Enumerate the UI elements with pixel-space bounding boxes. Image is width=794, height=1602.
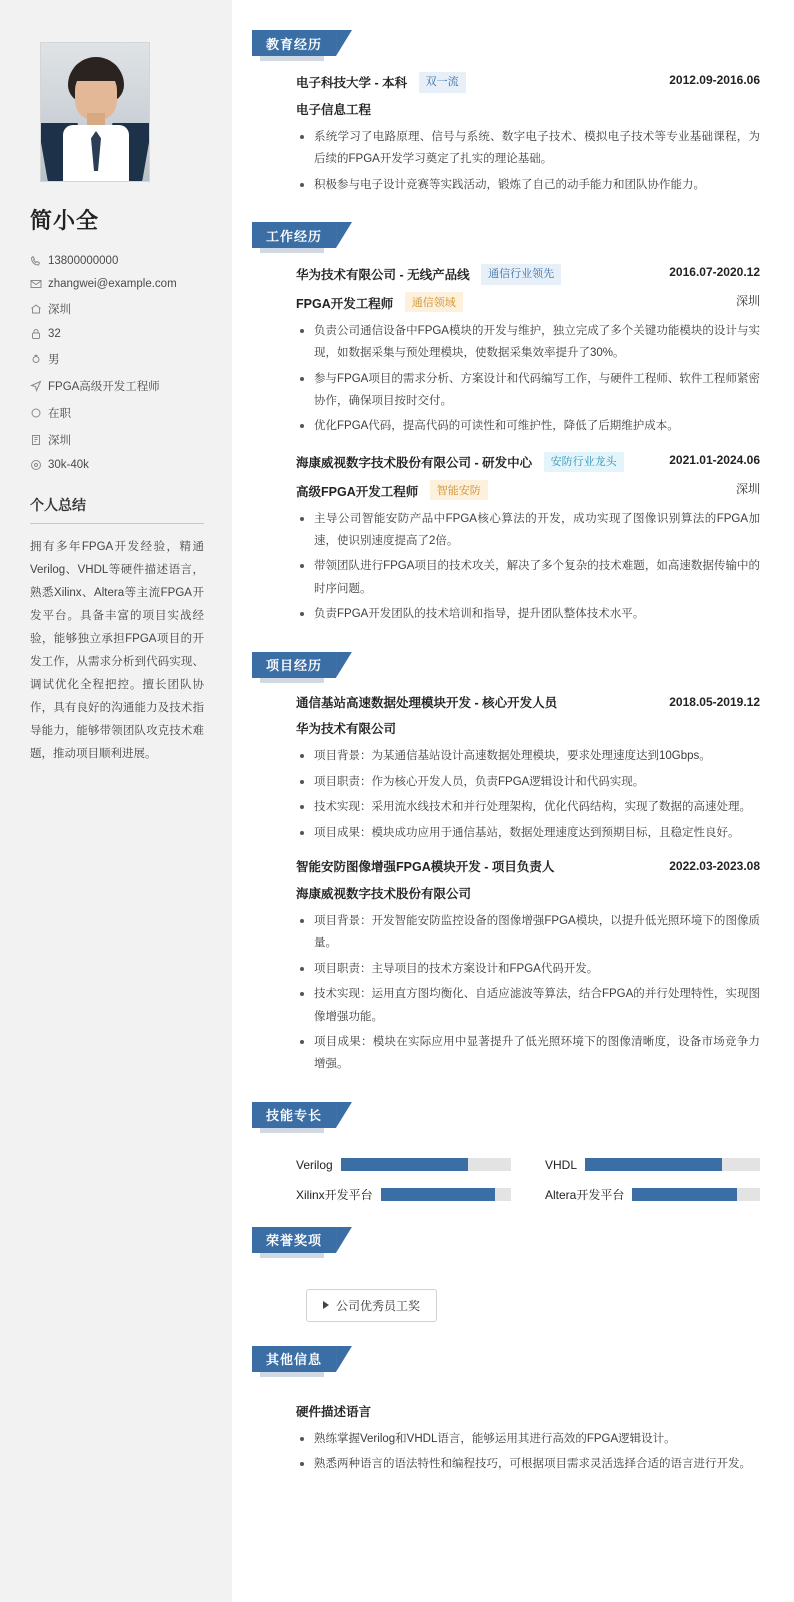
main-content: [232, 0, 794, 1602]
list-item: 负责公司通信设备中FPGA模块的开发与维护，独立完成了多个关键功能模块的设计与实现，如数据采集与预处理模块，使数据采集效率提升了30%。: [296, 320, 760, 365]
section-body-projects: [252, 694, 766, 1076]
contact-email: [30, 278, 204, 290]
band-tail: [336, 652, 352, 678]
section-header-other: [252, 1346, 766, 1372]
work-entry: [296, 452, 760, 626]
skill-bar: [341, 1158, 511, 1171]
education-school-label: 电子科技大学 - 本科: [296, 76, 408, 90]
list-item: 项目职责：作为核心开发人员，负责FPGA逻辑设计和代码实现。: [296, 771, 760, 793]
list-item: 项目成果：模块成功应用于通信基站，数据处理速度达到预期目标，且稳定性良好。: [296, 822, 760, 844]
home-icon: [30, 303, 48, 315]
summary-title: 个人总结: [30, 497, 86, 513]
contact-list: [30, 255, 204, 471]
skill-item: [296, 1186, 511, 1203]
skill-label: Xilinx开发平台: [296, 1187, 373, 1202]
band-tail: [336, 222, 352, 248]
work-role-label: FPGA开发工程师: [296, 296, 394, 311]
work-bullets: [296, 508, 760, 626]
section-header-projects: [252, 652, 766, 678]
education-bullets: [296, 126, 760, 196]
list-item: 熟练掌握Verilog和VHDL语言，能够运用其进行高效的FPGA逻辑设计。: [296, 1428, 760, 1450]
section-title-other: 其他信息: [252, 1346, 336, 1372]
work-date: 2021.01-2024.06: [669, 452, 760, 467]
play-triangle-icon: [323, 1301, 329, 1309]
list-item: 主导公司智能安防产品中FPGA核心算法的开发，成功实现了图像识别算法的FPGA加速，使识别速度提高了2倍。: [296, 508, 760, 553]
list-item: 技术实现：采用流水线技术和并行处理架构，优化代码结构，实现了数据的高速处理。: [296, 796, 760, 818]
section-title-honors: 荣誉奖项: [252, 1227, 336, 1253]
divider: [30, 523, 204, 524]
list-item: 负责FPGA开发团队的技术培训和指导，提升团队整体技术水平。: [296, 603, 760, 625]
contact-location-value: 深圳: [48, 435, 71, 447]
list-item: 系统学习了电路原理、信号与系统、数字电子技术、模拟电子技术等专业基础课程，为后续的FPGA开发学习奠定了扎实的理论基础。: [296, 126, 760, 171]
section-header-education: [252, 30, 766, 56]
position-icon: [30, 380, 48, 392]
sidebar: [0, 0, 232, 1602]
contact-status: [30, 405, 204, 421]
section-title-education: 教育经历: [252, 30, 336, 56]
salary-icon: [30, 459, 48, 471]
work-tag: 安防行业龙头: [544, 452, 624, 473]
skill-label: Altera开发平台: [545, 1187, 625, 1202]
skill-bar: [585, 1158, 760, 1171]
contact-gender: [30, 351, 204, 367]
section-header-honors: [252, 1227, 766, 1253]
band-shadow: [260, 1253, 324, 1258]
contact-location: [30, 432, 204, 448]
section-title-projects: 项目经历: [252, 652, 336, 678]
project-bullets: [296, 910, 760, 1076]
skill-bar: [381, 1188, 511, 1201]
work-role-tag: 智能安防: [430, 480, 488, 500]
section-body-education: [252, 72, 766, 196]
education-school: [296, 72, 466, 93]
project-entry: [296, 858, 760, 1076]
work-role-tag: 通信领域: [405, 292, 463, 312]
contact-position-value: FPGA高级开发工程师: [48, 381, 160, 393]
work-date: 2016.07-2020.12: [669, 265, 760, 280]
work-city: 深圳: [735, 481, 760, 496]
skill-label: Verilog: [296, 1157, 333, 1172]
list-item: 积极参与电子设计竞赛等实践活动，锻炼了自己的动手能力和团队协作能力。: [296, 174, 760, 196]
list-item: 优化FPGA代码，提高代码的可读性和可维护性，降低了后期维护成本。: [296, 415, 760, 437]
band-shadow: [260, 1372, 324, 1377]
contact-status-value: 在职: [48, 408, 71, 420]
skill-item: [296, 1158, 511, 1172]
education-tag: 双一流: [419, 72, 466, 93]
status-icon: [30, 407, 48, 419]
project-company: 海康威视数字技术股份有限公司: [296, 886, 472, 901]
work-company-label: 华为技术有限公司 - 无线产品线: [296, 268, 470, 283]
contact-gender-value: 男: [48, 354, 60, 366]
list-item: 项目职责：主导项目的技术方案设计和FPGA代码开发。: [296, 958, 760, 980]
work-tag: 通信行业领先: [481, 264, 561, 285]
project-title: 智能安防图像增强FPGA模块开发 - 项目负责人: [296, 860, 555, 875]
skill-item: [545, 1186, 760, 1203]
contact-phone-value: 13800000000: [48, 255, 119, 267]
section-title-skills: 技能专长: [252, 1102, 336, 1128]
contact-hometown: [30, 301, 204, 317]
contact-position: [30, 378, 204, 394]
education-entry: [296, 72, 760, 196]
band-shadow: [260, 248, 324, 253]
section-body-work: [252, 264, 766, 626]
list-item: 项目背景：开发智能安防监控设备的图像增强FPGA模块，以提升低光照环境下的图像质量。: [296, 910, 760, 955]
list-item: 项目成果：模块在实际应用中显著提升了低光照环境下的图像清晰度，设备市场竞争力增强。: [296, 1031, 760, 1076]
skill-bar: [632, 1188, 760, 1201]
contact-salary-value: 30k-40k: [48, 459, 89, 471]
work-city: 深圳: [735, 293, 760, 308]
work-entry: [296, 264, 760, 438]
skill-bar-fill: [585, 1158, 721, 1171]
avatar: [40, 42, 150, 182]
list-item: 带领团队进行FPGA项目的技术攻关，解决了多个复杂的技术难题，如高速数据传输中的时序问题。: [296, 555, 760, 600]
honor-item[interactable]: [306, 1289, 437, 1322]
skill-bar-fill: [341, 1158, 469, 1171]
email-icon: [30, 278, 48, 290]
skill-bar-fill: [632, 1188, 737, 1201]
contact-phone: [30, 255, 204, 267]
section-header-skills: [252, 1102, 766, 1128]
list-item: 技术实现：运用直方图均衡化、自适应滤波等算法，结合FPGA的并行处理特性，实现图像增强功能。: [296, 983, 760, 1028]
skill-label: VHDL: [545, 1157, 578, 1172]
skills-grid: [252, 1144, 766, 1207]
work-role: [296, 292, 463, 312]
age-icon: [30, 328, 48, 340]
work-company: [296, 452, 624, 473]
contact-hometown-value: 深圳: [48, 304, 71, 316]
band-tail: [336, 30, 352, 56]
other-bullets: [296, 1428, 760, 1476]
work-company-label: 海康威视数字技术股份有限公司 - 研发中心: [296, 455, 533, 470]
list-item: 项目背景：为某通信基站设计高速数据处理模块，要求处理速度达到10Gbps。: [296, 745, 760, 767]
phone-icon: [30, 255, 48, 267]
contact-age: [30, 328, 204, 340]
honors-list: [252, 1269, 766, 1328]
project-company: 华为技术有限公司: [296, 722, 397, 737]
band-shadow: [260, 1128, 324, 1133]
band-tail: [336, 1227, 352, 1253]
work-company: [296, 264, 561, 285]
project-date: 2018.05-2019.12: [669, 694, 760, 709]
education-major: 电子信息工程: [296, 102, 372, 117]
band-shadow: [260, 678, 324, 683]
list-item: 熟悉两种语言的语法特性和编程技巧，可根据项目需求灵活选择合适的语言进行开发。: [296, 1453, 760, 1475]
education-date: 2012.09-2016.06: [669, 73, 760, 87]
other-body: [252, 1388, 766, 1476]
work-bullets: [296, 320, 760, 438]
contact-age-value: 32: [48, 328, 61, 340]
section-header-work: [252, 222, 766, 248]
skill-bar-fill: [381, 1188, 496, 1201]
other-subtitle: 硬件描述语言: [296, 1404, 372, 1419]
contact-salary: [30, 459, 204, 471]
list-item: 参与FPGA项目的需求分析、方案设计和代码编写工作，与硬件工程师、软件工程师紧密协作，确保项目按时交付。: [296, 368, 760, 413]
project-title: 通信基站高速数据处理模块开发 - 核心开发人员: [296, 695, 558, 710]
work-role: [296, 480, 488, 500]
contact-email-value: zhangwei@example.com: [48, 278, 177, 290]
honor-label: 公司优秀员工奖: [336, 1298, 421, 1313]
summary-text: 拥有多年FPGA开发经验，精通Verilog、VHDL等硬件描述语言，熟悉Xilinx、Altera等主流FPGA开发平台。具备丰富的项目实战经验，能够独立承担FPGA项目的开发工作，从需求分析到代码实现、调试优化全程把控。擅长团队协作，具有良好的沟通能力及技术指导能力，能够带领团队攻克技术难题，推动项目顺利进展。: [30, 541, 204, 760]
band-tail: [336, 1102, 352, 1128]
project-date: 2022.03-2023.08: [669, 859, 760, 874]
location-icon: [30, 434, 48, 446]
band-shadow: [260, 56, 324, 61]
page-title: 简小全: [30, 208, 100, 233]
skill-item: [545, 1158, 760, 1172]
section-title-work: 工作经历: [252, 222, 336, 248]
band-tail: [336, 1346, 352, 1372]
work-role-label: 高级FPGA开发工程师: [296, 484, 419, 499]
project-entry: [296, 694, 760, 844]
gender-icon: [30, 353, 48, 365]
project-bullets: [296, 745, 760, 844]
